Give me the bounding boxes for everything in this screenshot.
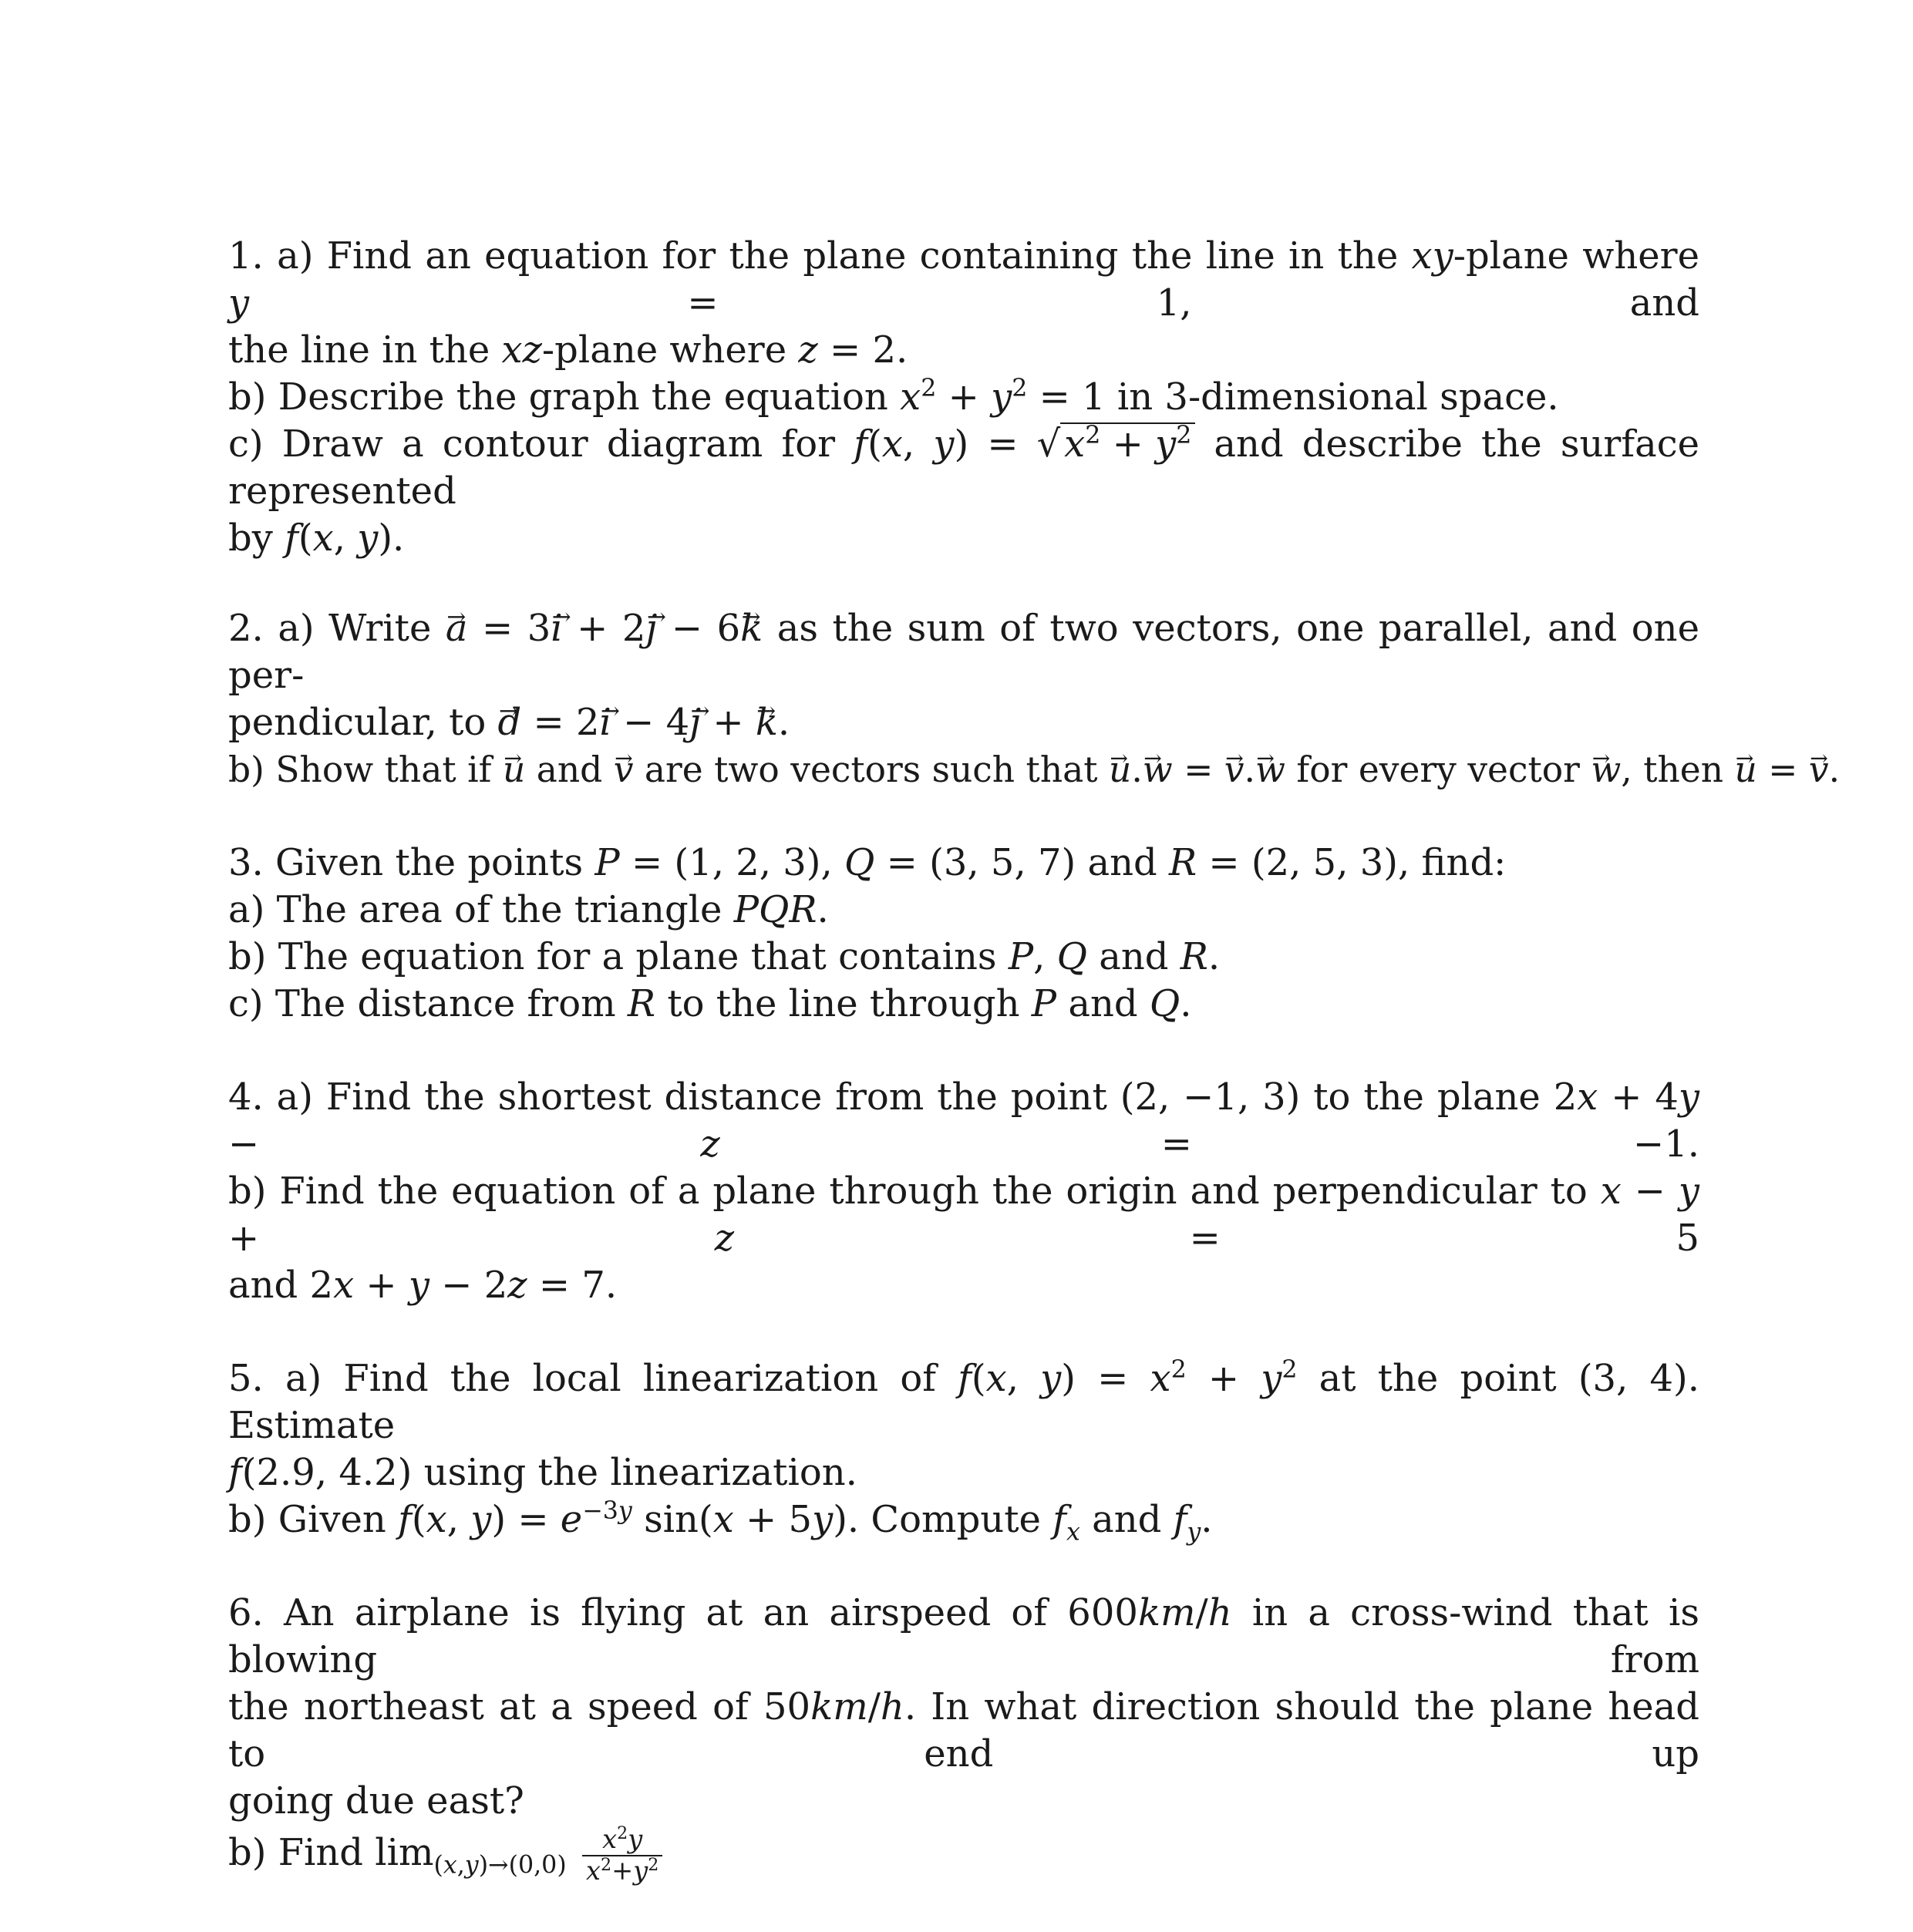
problem-1-line-4: c) Draw a contour diagram for f(x, $y) = √x^2 + y^2$ and describe the surface represented	[228, 422, 1699, 513]
problem-3-line-1: 3. Given the points P = (1, 2, 3), Q = (3, 5, 7) and R = (2, 5, 3), find:	[228, 841, 1507, 884]
problem-1-line-1: 1. a) Find an equation for the plane containing the line in the xy-plane where y = 1, and	[228, 234, 1700, 325]
problem-3	[228, 840, 1699, 1028]
problem-2	[228, 605, 1841, 793]
problem-1-line-5: by f(x, y).	[228, 517, 405, 560]
problem-2-line-3: b) Show that if → u and → v are two vectors such that → u.→ w = → v.→ w for every vector → w, then → u = → v.	[228, 746, 1699, 793]
problem-4-line-3: and 2x + y − 2z = 7.	[228, 1264, 618, 1307]
problem-1-line-3: b) Describe the graph the equation $x^2 + y^2 = 1$ in 3-dimensional space.	[228, 375, 1559, 419]
problem-2-line-1: 2. a) Write → a = 3→ i + 2→ j − 6→ k as the sum of two vectors, one parallel, and one per-	[228, 605, 1699, 699]
problem-1-line-2: the line in the xz-plane where z = 2.	[228, 328, 908, 372]
problem-5-line-2: f(2.9, 4.2) using the linearization.	[228, 1451, 857, 1494]
problem-5	[228, 1355, 1700, 1547]
problem-5-line-3: b) Given f(x, $y) = e^{-3y}$ sin(x + 5y). Compute $f_x$ and $f_y$.	[228, 1497, 1213, 1547]
problem-5-line-1: 5. a) Find the local linearization of f(x, $y) = x^2 + y^2$ at the point (3, 4). Estimate	[228, 1356, 1700, 1447]
problem-6-line-2: the northeast at a speed of 50km/h. In what direction should the plane head to end up	[228, 1685, 1699, 1775]
problem-6	[228, 1590, 1699, 1886]
problem-4-line-2: b) Find the equation of a plane through the origin and perpendicular to x − y + z = 5	[228, 1170, 1699, 1260]
problem-3-line-3: b) The equation for a plane that contains P, Q and R.	[228, 935, 1221, 978]
problem-3-line-2: a) The area of the triangle PQR.	[228, 888, 829, 931]
problem-6-line-3: going due east?	[228, 1779, 524, 1823]
problem-3-line-4: c) The distance from R to the line through P and Q.	[228, 982, 1192, 1025]
problem-sheet	[228, 233, 1841, 1932]
limit-fraction: $\frac{x^2y}{x^2+y^2}$	[582, 1825, 662, 1886]
problem-6-line-4: b) Find $\lim_{(x,y)\to(0,0)}$ $\frac{x^2y}{x^2+y^2}$	[228, 1825, 1699, 1886]
problem-2-line-2: pendicular, to → d = 2→ i − 4→ j + → k.	[228, 699, 1699, 746]
problem-4-line-1: 4. a) Find the shortest distance from the point (2, −1, 3) to the plane 2x + 4y − z = −1.	[228, 1075, 1700, 1166]
problem-1	[228, 233, 1699, 562]
problem-6-line-1: 6. An airplane is flying at an airspeed of 600km/h in a cross-wind that is blowing from	[228, 1591, 1700, 1681]
problem-4	[228, 1074, 1699, 1309]
